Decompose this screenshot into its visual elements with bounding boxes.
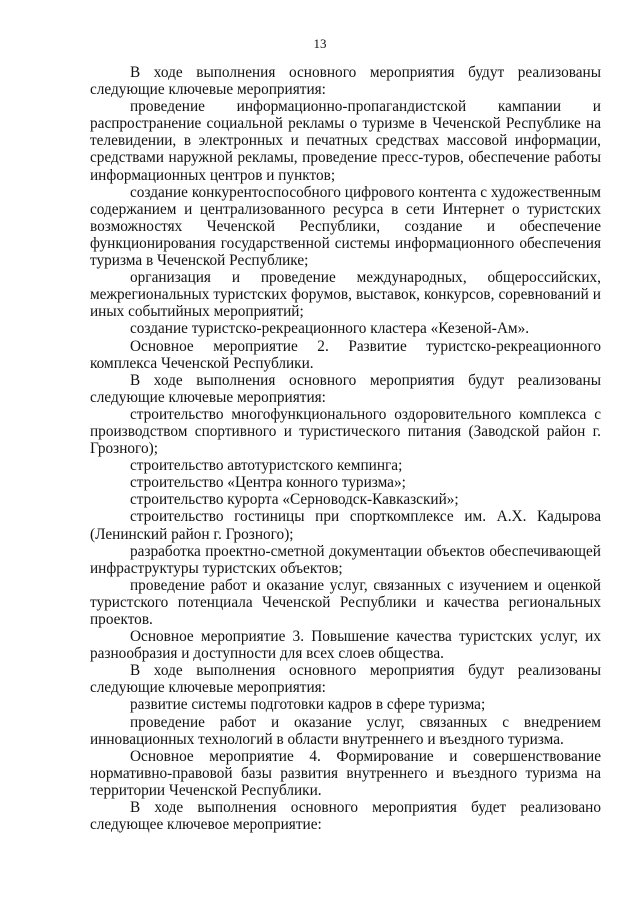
paragraph: разработка проектно-сметной документации объектов обеспечивающей инфраструктуры туристских объектов; xyxy=(90,542,601,577)
paragraph: В ходе выполнения основного мероприятия будет реализовано следующее ключевое мероприятие: xyxy=(90,799,601,834)
paragraph: строительство многофункционального оздоровительного комплекса с производством спортивного и туристического питания (Заводской район г. Грозного); xyxy=(90,405,601,458)
document-body xyxy=(90,64,601,833)
paragraph: проведение информационно-пропагандистской кампании и распространение социальной рекламы о туризме в Чеченской Республике на телевидении, в электронных и печатных средствах массовой информации, средствами наружной рекламы, проведение пресс-туров, обеспечение работы информационных центров и пунктов; xyxy=(90,98,601,184)
paragraph: проведение работ и оказание услуг, связанных с изучением и оценкой туристского потенциала Чеченской Республики и качества региональных проектов. xyxy=(90,576,601,628)
paragraph: развитие системы подготовки кадров в сфере туризма; xyxy=(130,696,486,714)
page-number: 13 xyxy=(313,36,327,51)
paragraph: создание туристско-рекреационного кластера «Кезеной-Ам». xyxy=(130,320,530,338)
paragraph: В ходе выполнения основного мероприятия будут реализованы следующие ключевые мероприятия: xyxy=(90,64,601,99)
paragraph: организация и проведение международных, общероссийских, межрегиональных туристских форумов, выставок, конкурсов, соревнований и иных событийных мероприятий; xyxy=(90,269,601,321)
paragraph: В ходе выполнения основного мероприятия будут реализованы следующие ключевые мероприятия: xyxy=(90,371,601,406)
paragraph: строительство автотуристского кемпинга; xyxy=(130,457,403,475)
paragraph: В ходе выполнения основного мероприятия будут реализованы следующие ключевые мероприятия: xyxy=(90,662,601,697)
paragraph: Основное мероприятие 3. Повышение качества туристских услуг, их разнообразия и доступности для всех слоев общества. xyxy=(90,628,601,663)
paragraph: Основное мероприятие 4. Формирование и совершенствование нормативно-правовой базы развития внутреннего и въездного туризма на территории Чеченской Республики. xyxy=(90,747,601,799)
paragraph: проведение работ и оказание услуг, связанных с внедрением инновационных технологий в области внутреннего и въездного туризма. xyxy=(90,713,601,748)
paragraph: строительство гостиницы при спорткомплексе им. А.Х. Кадырова (Ленинский район г. Грозного); xyxy=(90,508,601,543)
paragraph: строительство «Центра конного туризма»; xyxy=(130,474,406,492)
paragraph: Основное мероприятие 2. Развитие туристско-рекреационного комплекса Чеченской Республики. xyxy=(90,337,601,372)
paragraph: строительство курорта «Серноводск-Кавказский»; xyxy=(130,491,459,509)
paragraph: создание конкурентоспособного цифрового контента с художественным содержанием и централизованного ресурса в сети Интернет о туристских возможностях Чеченской Республики, создание и обеспечение функционирования государственной системы информационного обеспечения туризма в Чеченской Республике; xyxy=(90,183,601,270)
